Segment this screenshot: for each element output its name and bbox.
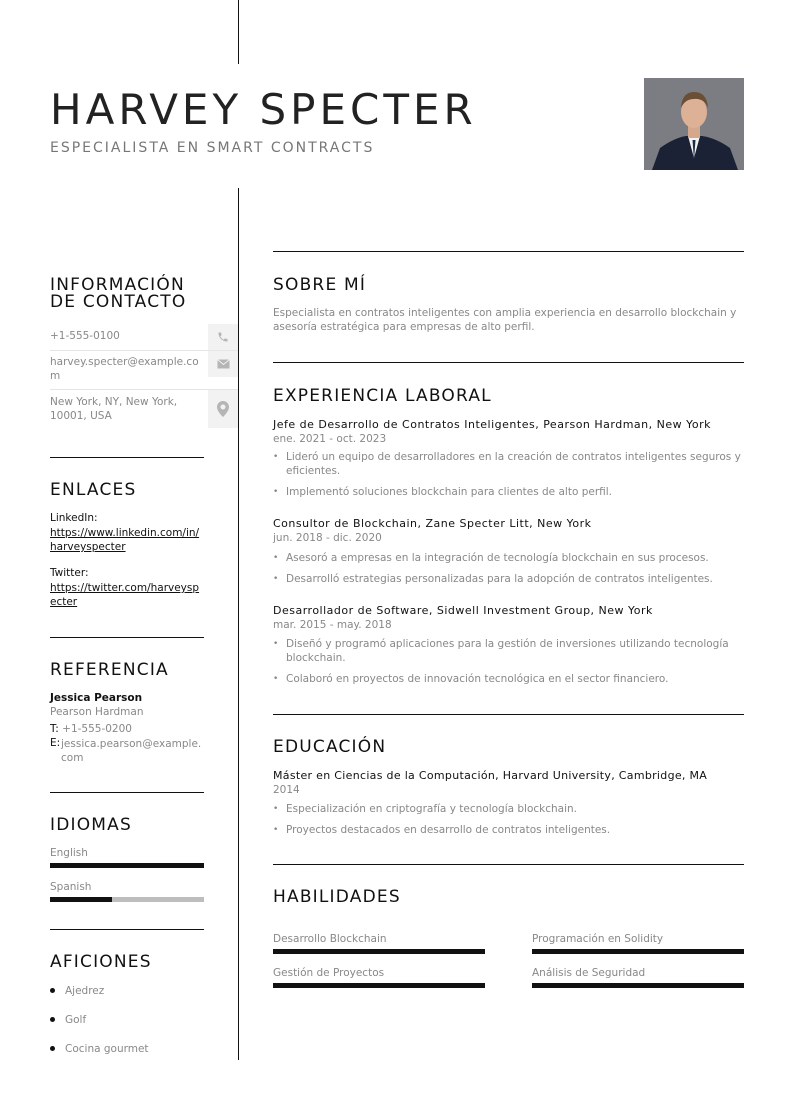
skills-heading: HABILIDADES <box>273 887 401 907</box>
language-spanish-bar <box>50 897 204 902</box>
skill-bar <box>532 949 744 954</box>
links-heading: ENLACES <box>50 480 137 500</box>
contact-divider <box>50 457 204 458</box>
hobbies-heading: AFICIONES <box>50 952 152 972</box>
about-top-divider <box>273 251 744 252</box>
job-date: jun. 2018 - dic. 2020 <box>273 532 382 544</box>
reference-name: Jessica Pearson <box>50 692 143 704</box>
job-title: Jefe de Desarrollo de Contratos Inteligentes, Pearson Hardman, New York <box>273 418 712 431</box>
contact-phone-row <box>50 324 238 351</box>
skill-bar <box>532 983 744 988</box>
experience-heading: EXPERIENCIA LABORAL <box>273 386 492 406</box>
education-bullet: • Especialización en criptografía y tecnología blockchain. <box>286 802 742 816</box>
hobby-label: Ajedrez <box>65 985 105 997</box>
job-bullet: • Desarrolló estrategias personalizadas para la adopción de contratos inteligentes. <box>286 572 742 586</box>
reference-phone-label: T: <box>50 723 59 735</box>
job-bullet: • Asesoró a empresas en la integración de tecnología blockchain en sus procesos. <box>286 551 742 565</box>
linkedin-link[interactable]: https://www.linkedin.com/in/harveyspecter <box>50 527 200 553</box>
phone-icon <box>208 324 238 350</box>
job-date: mar. 2015 - may. 2018 <box>273 619 392 631</box>
hobby-item <box>50 1043 149 1055</box>
reference-company: Pearson Hardman <box>50 706 144 718</box>
twitter-link[interactable]: https://twitter.com/harveyspecter <box>50 582 200 608</box>
twitter-label: Twitter: <box>50 567 89 579</box>
hobby-label: Cocina gourmet <box>65 1043 149 1055</box>
contact-address: New York, NY, New York, 10001, USA <box>50 396 178 422</box>
job-bullet: • Diseñó y programó aplicaciones para la gestión de inversiones utilizando tecnología blockchain. <box>286 637 742 665</box>
about-heading: SOBRE MÍ <box>273 275 367 295</box>
contact-email: harvey.specter@example.com <box>50 356 199 382</box>
top-divider-line <box>238 0 239 64</box>
profile-photo <box>644 78 744 170</box>
map-pin-icon <box>208 390 238 428</box>
language-english-fill <box>50 863 204 868</box>
bullet-dot-icon <box>50 1017 55 1022</box>
skill-label: Análisis de Seguridad <box>532 967 646 979</box>
reference-email: jessica.pearson@example.com <box>61 738 202 764</box>
job-title: Desarrollador de Software, Sidwell Investment Group, New York <box>273 604 653 617</box>
contact-phone: +1-555-0100 <box>50 330 120 342</box>
candidate-title: ESPECIALISTA EN SMART CONTRACTS <box>50 140 375 156</box>
education-divider <box>273 714 744 715</box>
skills-divider <box>273 864 744 865</box>
envelope-icon <box>208 351 238 377</box>
bullet-dot-icon <box>50 1046 55 1051</box>
skill-label: Gestión de Proyectos <box>273 967 385 979</box>
job-date: ene. 2021 - oct. 2023 <box>273 433 387 445</box>
contact-heading-line2: DE CONTACTO <box>50 292 187 312</box>
column-divider-line <box>238 188 239 1060</box>
skill-label: Desarrollo Blockchain <box>273 933 387 945</box>
education-bullet: • Proyectos destacados en desarrollo de contratos inteligentes. <box>286 823 742 837</box>
reference-divider <box>50 792 204 793</box>
education-year: 2014 <box>273 784 300 796</box>
reference-heading: REFERENCIA <box>50 660 169 680</box>
reference-phone: +1-555-0200 <box>62 723 132 735</box>
job-title: Consultor de Blockchain, Zane Specter Litt, New York <box>273 517 592 530</box>
reference-phone-line <box>50 723 204 735</box>
contact-email-row <box>50 351 238 390</box>
linkedin-label: LinkedIn: <box>50 512 98 524</box>
contact-heading-line1: INFORMACIÓN <box>50 275 185 295</box>
bullet-dot-icon <box>50 988 55 993</box>
reference-email-label: E: <box>50 737 61 749</box>
job-bullet: • Colaboró en proyectos de innovación tecnológica en el sector financiero. <box>286 672 742 686</box>
links-divider <box>50 637 204 638</box>
language-spanish-fill <box>50 897 112 902</box>
skill-label: Programación en Solidity <box>532 933 664 945</box>
about-text: Especialista en contratos inteligentes con amplia experiencia en desarrollo blockchain y asesoría estratégica para empresas de alto perfil. <box>273 307 737 333</box>
language-spanish-label: Spanish <box>50 881 92 893</box>
language-english-bar <box>50 863 204 868</box>
hobby-label: Golf <box>65 1014 87 1026</box>
contact-address-row <box>50 390 238 428</box>
experience-divider <box>273 362 744 363</box>
education-heading: EDUCACIÓN <box>273 737 387 757</box>
hobby-item <box>50 1014 86 1026</box>
job-bullet: • Lideró un equipo de desarrolladores en la creación de contratos inteligentes seguros y eficientes. <box>286 450 742 478</box>
language-english-label: English <box>50 847 88 859</box>
job-bullet: • Implementó soluciones blockchain para clientes de alto perfil. <box>286 485 742 499</box>
languages-heading: IDIOMAS <box>50 815 132 835</box>
candidate-name: HARVEY SPECTER <box>50 85 477 134</box>
languages-divider <box>50 929 204 930</box>
skill-bar <box>273 983 485 988</box>
skill-bar <box>273 949 485 954</box>
education-degree: Máster en Ciencias de la Computación, Harvard University, Cambridge, MA <box>273 769 708 782</box>
reference-email-line <box>50 737 204 765</box>
hobby-item <box>50 985 104 997</box>
